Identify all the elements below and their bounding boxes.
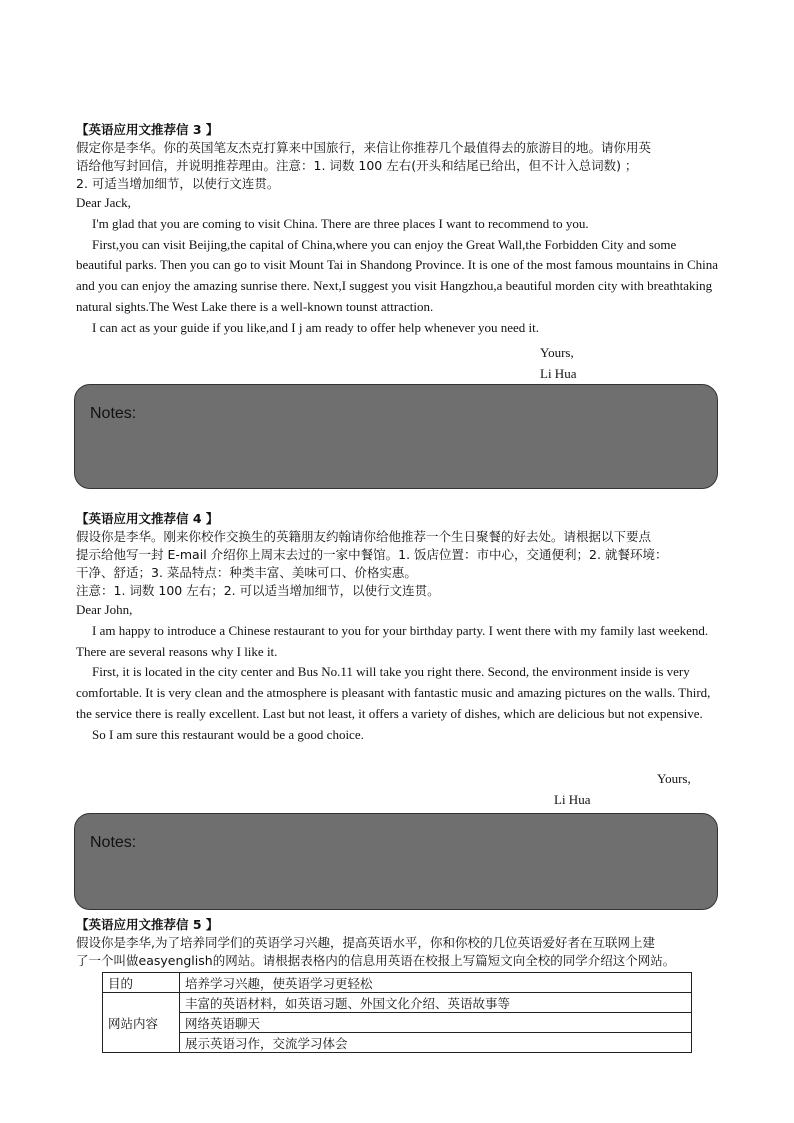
table-row [103,1013,692,1033]
notes-box[interactable] [74,813,718,910]
letter-4-signature: Li Hua [554,792,591,807]
content-item: 丰富的英语材料，如英语习题、外国文化介绍、英语故事等 [180,993,692,1013]
letter-3-prompt-line: 2. 可适当增加细节，以使行文连贯。 [76,176,280,191]
notes-box[interactable] [74,384,718,489]
letter-3-paragraph: I'm glad that you are coming to visit China. There are three places I want to recommend to you. [92,215,589,231]
letter-4-paragraph: I am happy to introduce a Chinese restaurant to you for your birthday party. I went there with my family last weekend. There are several reasons why I like it. [76,622,709,659]
letter-5-prompt-line: 假设你是李华,为了培养同学们的英语学习兴趣，提高英语水平，你和你校的几位英语爱好者在互联网上建 [76,935,655,950]
table-row [103,1033,692,1053]
letter-4-closing: Yours, [657,771,691,786]
table-row [103,973,692,993]
website-info-table [102,972,692,1053]
notes-label: Notes: [90,405,137,422]
letter-4-prompt-line: 干净、舒适；3. 菜品特点：种类丰富、美味可口、价格实惠。 [76,565,417,580]
letter-5 [76,916,721,970]
letter-5-heading: 【英语应用文推荐信 5 】 [76,917,219,932]
purpose-value: 培养学习兴趣，使英语学习更轻松 [180,973,692,993]
letter-3-greeting: Dear Jack, [76,195,131,210]
letter-4-paragraph: First, it is located in the city center and Bus No.11 will take you right there. Second, the environment inside is very comfortable. It is very clean and the atmosphere is pleasant with fantastic music and amazing pictures on the walls. Third, the service there is really excellent. Last but not least, it offers a variety of dishes, which are delicious but not expensive. [76,664,711,721]
letter-3-paragraph: I can act as your guide if you like,and I j am ready to offer help whenever you need it. [92,319,540,335]
letter-3-prompt-line: 语给他写封回信，并说明推荐理由。注意：1. 词数 100 左右(开头和结尾已给出，但不计入总词数) ； [76,158,638,173]
notes-label: Notes: [90,834,137,851]
letter-3-closing: Yours, [540,345,574,360]
letter-3 [76,121,721,339]
content-item: 网络英语聊天 [180,1013,692,1033]
letter-4-greeting: Dear John, [76,602,133,617]
letter-3-signature: Li Hua [540,366,577,381]
letter-4-heading: 【英语应用文推荐信 4 】 [76,511,219,526]
letter-4-prompt-line: 假设你是李华。刚来你校作交换生的英籍朋友约翰请你给他推荐一个生日聚餐的好去处。请根据以下要点 [76,529,652,544]
letter-4-prompt-line: 提示给他写一封 E-mail 介绍你上周末去过的一家中餐馆。1. 饭店位置：市中心，交通便利；2. 就餐环境： [76,547,668,562]
letter-5-prompt-line: 了一个叫做easyenglish的网站。请根据表格内的信息用英语在校报上写篇短文向全校的同学介绍这个网站。 [76,953,676,968]
letter-4-paragraph: So I am sure this restaurant would be a good choice. [92,726,364,742]
letter-4 [76,510,721,746]
letter-3-prompt-line: 假定你是李华。你的英国笔友杰克打算来中国旅行，来信让你推荐几个最值得去的旅游目的地。请你用英 [76,140,652,155]
letter-4-prompt-line: 注意：1. 词数 100 左右；2. 可以适当增加细节，以使行文连贯。 [76,583,440,598]
letter-3-paragraph: First,you can visit Beijing,the capital of China,where you can enjoy the Great Wall,the Forbidden City and some beautiful parks. Then you can go to visit Mount Tai in Shandong Province. It is one of the most famous mountains in China and you can enjoy the amazing sunrise there. Next,I suggest you visit Hangzhou,a beautiful morden city with breathtaking natural sights.The West Lake there is a well-known tounst attraction. [76,236,719,314]
table-row [103,993,692,1013]
purpose-label: 目的 [103,973,180,993]
letter-3-heading: 【英语应用文推荐信 3 】 [76,122,219,137]
content-item: 展示英语习作，交流学习体会 [180,1033,692,1053]
content-label: 网站内容 [103,993,180,1053]
